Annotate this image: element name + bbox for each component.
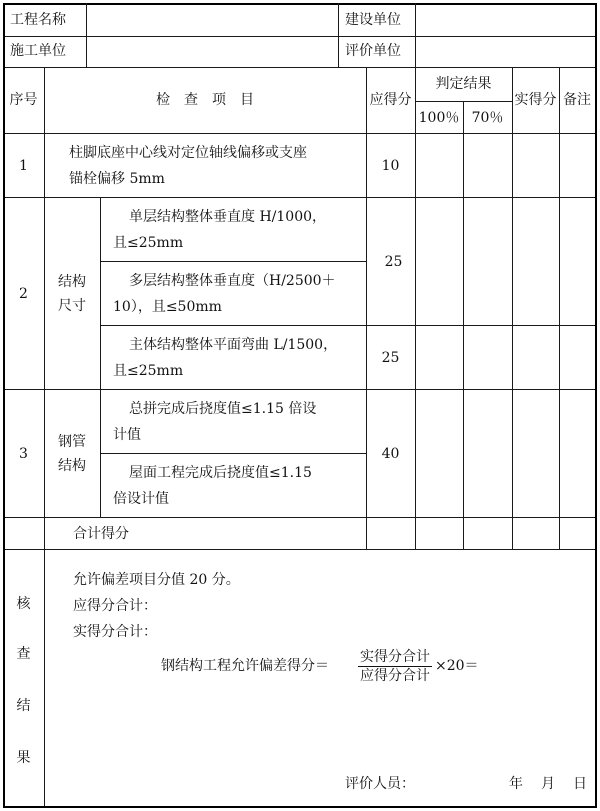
rule-judge-mid bbox=[463, 101, 464, 549]
rule-row1-bottom bbox=[3, 197, 597, 198]
formula-denominator: 应得分合计 bbox=[360, 668, 430, 684]
rule-left bbox=[3, 3, 5, 808]
date-day: 日 bbox=[573, 776, 587, 792]
conclusion-line2: 应得分合计： bbox=[73, 598, 157, 614]
row3-score: 40 bbox=[381, 446, 400, 462]
col-seq: 序号 bbox=[9, 92, 38, 108]
rule-header-label-left bbox=[86, 3, 87, 67]
row3-group-line2: 结构 bbox=[58, 458, 86, 474]
row2-score-b: 25 bbox=[381, 350, 400, 366]
conclusion-side-char-3: 结 bbox=[16, 698, 31, 714]
row3-sub2-line1: 屋面工程完成后挠度值≤1.15 bbox=[129, 465, 312, 481]
rule-colhead-bottom bbox=[3, 133, 597, 134]
col-score-due: 应得分 bbox=[369, 92, 412, 108]
row3-sub1-line2: 计值 bbox=[113, 427, 141, 443]
rule-row2-sub1 bbox=[100, 261, 366, 262]
formula-lhs: 钢结构工程允许偏差得分＝ bbox=[161, 658, 329, 674]
total-label: 合计得分 bbox=[73, 526, 129, 542]
row1-score: 10 bbox=[381, 158, 400, 174]
row1-item-line1: 柱脚底座中心线对定位轴线偏移或支座 bbox=[69, 145, 307, 161]
rule-row3-bottom bbox=[3, 517, 597, 518]
row3-group-line1: 钢管 bbox=[58, 434, 86, 450]
conclusion-side-char-2: 查 bbox=[16, 646, 31, 662]
evaluator-label: 评价人员： bbox=[345, 776, 415, 792]
rule-group bbox=[100, 197, 101, 517]
row2-sub2-line2: 10），且≤50mm bbox=[113, 299, 222, 315]
formula-fraction bbox=[358, 648, 432, 685]
row1-item-line2: 锚栓偏移 5mm bbox=[69, 171, 165, 187]
row2-seq: 2 bbox=[19, 286, 28, 302]
row2-score-a: 25 bbox=[384, 254, 403, 270]
col-pct-70: 70％ bbox=[471, 110, 504, 126]
conclusion-side-char-4: 果 bbox=[16, 750, 31, 766]
rule-row3-sub bbox=[100, 453, 366, 454]
rule-judge-left bbox=[415, 67, 416, 549]
formula-rhs: ×20＝ bbox=[435, 658, 479, 674]
col-actual: 实得分 bbox=[514, 92, 557, 108]
row2-group-line2: 尺寸 bbox=[58, 298, 86, 314]
rule-total-bottom bbox=[3, 549, 597, 550]
conclusion-side-char-1: 核 bbox=[16, 596, 31, 612]
rule-row2-bottom bbox=[3, 389, 597, 390]
row2-sub3-line1: 主体结构整体平面弯曲 L/1500， bbox=[129, 337, 338, 353]
row2-sub3-line2: 且≤25mm bbox=[113, 363, 184, 379]
rule-right bbox=[595, 3, 597, 808]
date-month: 月 bbox=[541, 776, 555, 792]
rule-header-2 bbox=[3, 67, 597, 68]
col-remark: 备注 bbox=[563, 92, 591, 108]
evaluation-unit-label: 评价单位 bbox=[345, 43, 401, 59]
rule-remark-left bbox=[559, 67, 560, 549]
formula-numerator: 实得分合计 bbox=[360, 649, 430, 665]
row3-sub1-line1: 总拼完成后挠度值≤1.15 倍设 bbox=[129, 401, 317, 417]
rule-header-label-right bbox=[415, 3, 416, 67]
construction-unit-label: 建设单位 bbox=[345, 12, 401, 28]
evaluation-form bbox=[3, 3, 597, 808]
conclusion-line3: 实得分合计： bbox=[73, 624, 157, 640]
rule-top bbox=[3, 3, 597, 5]
project-name-label: 工程名称 bbox=[10, 12, 66, 28]
rule-row2-sub2 bbox=[100, 325, 597, 326]
builder-unit-label: 施工单位 bbox=[10, 43, 66, 59]
rule-bottom bbox=[3, 806, 597, 808]
row2-sub1-line1: 单层结构整体垂直度 H/1000， bbox=[129, 209, 327, 225]
row3-sub2-line2: 倍设计值 bbox=[113, 491, 169, 507]
rule-header-mid bbox=[338, 3, 339, 67]
row1-seq: 1 bbox=[19, 158, 28, 174]
rule-score-left bbox=[366, 67, 367, 549]
date-year: 年 bbox=[509, 776, 523, 792]
col-item: 检 查 项 目 bbox=[156, 92, 254, 108]
rule-actual-left bbox=[512, 67, 513, 549]
col-pct-100: 100％ bbox=[418, 110, 460, 126]
row3-seq: 3 bbox=[19, 446, 28, 462]
conclusion-line1: 允许偏差项目分值 20 分。 bbox=[73, 572, 240, 588]
col-judgement: 判定结果 bbox=[435, 76, 492, 92]
row2-sub1-line2: 且≤25mm bbox=[113, 235, 184, 251]
row2-sub2-line1: 多层结构整体垂直度（H/2500＋ bbox=[129, 273, 336, 289]
row2-group-line1: 结构 bbox=[58, 274, 86, 290]
rule-header-1 bbox=[3, 36, 597, 37]
